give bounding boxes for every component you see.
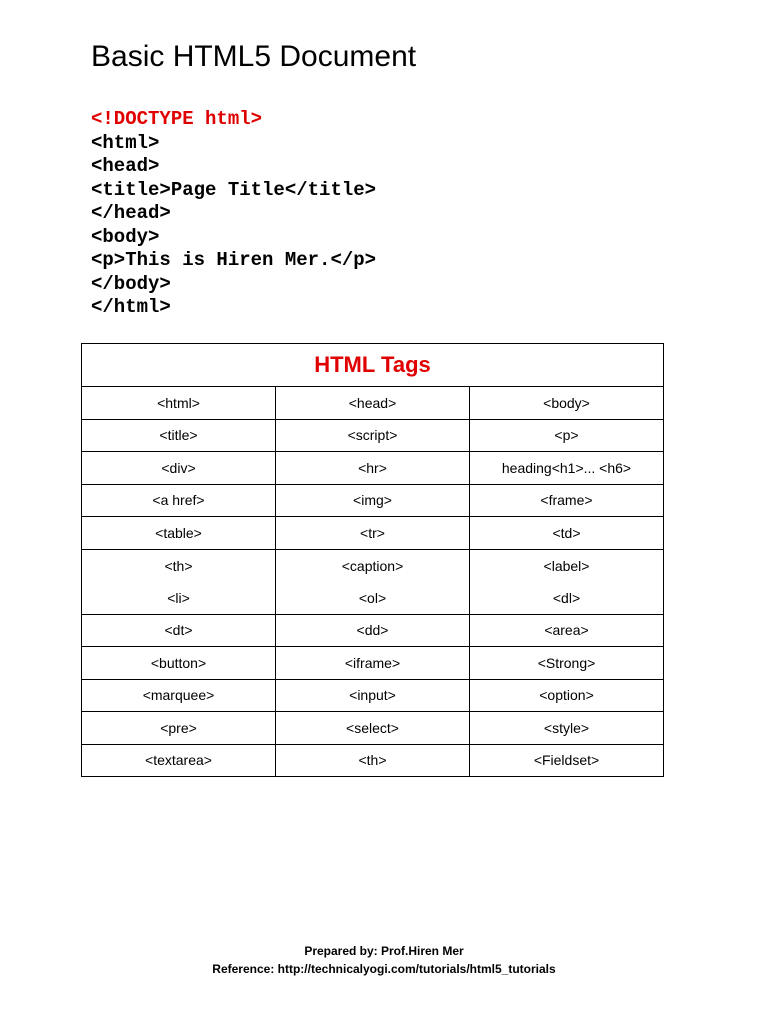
code-line: <p>This is Hiren Mer.</p> <box>91 249 377 271</box>
footer <box>0 943 768 978</box>
table-cell: <pre> <box>82 712 276 745</box>
table-cell: <textarea> <box>82 744 276 777</box>
table-row <box>82 549 664 614</box>
table-row <box>82 387 664 420</box>
table-cell: <html> <box>82 387 276 420</box>
table-row <box>82 517 664 550</box>
table-row <box>82 614 664 647</box>
table-cell: <head> <box>276 387 470 420</box>
table-cell: <iframe> <box>276 647 470 680</box>
table-cell: heading<h1>... <h6> <box>470 452 664 485</box>
table-cell-line: <li> <box>167 589 190 606</box>
table-row <box>82 419 664 452</box>
code-line: <body> <box>91 225 160 248</box>
table-row <box>82 744 664 777</box>
table-cell-line: <dl> <box>552 589 581 606</box>
table-cell <box>470 549 664 614</box>
table-cell: <title> <box>82 419 276 452</box>
prepared-by: Prepared by: Prof.Hiren Mer <box>304 944 464 958</box>
table-cell-line: <ol> <box>358 589 387 606</box>
table-row <box>82 712 664 745</box>
table-cell: <img> <box>276 484 470 517</box>
table-cell: <input> <box>276 679 470 712</box>
code-line: </html> <box>91 296 171 318</box>
table-cell <box>82 549 276 614</box>
table-cell-line: <caption> <box>341 557 404 574</box>
code-line: <title>Page Title</title> <box>91 178 377 201</box>
table-cell: <hr> <box>276 452 470 485</box>
table-cell: <p> <box>470 419 664 452</box>
table-caption-row <box>82 344 664 387</box>
table-cell: <td> <box>470 517 664 550</box>
table-cell: <th> <box>276 744 470 777</box>
table-cell-line: <th> <box>164 557 193 574</box>
table-caption: HTML Tags <box>82 344 664 387</box>
table-cell: <style> <box>470 712 664 745</box>
table-cell: <dd> <box>276 614 470 647</box>
html-tags-table <box>81 343 664 777</box>
code-line: <!DOCTYPE html> <box>91 108 263 130</box>
table-cell: <tr> <box>276 517 470 550</box>
table-row <box>82 452 664 485</box>
reference-text: Reference: http://technicalyogi.com/tutorials/html5_tutorials <box>212 961 556 976</box>
code-line: </head> <box>91 202 171 224</box>
table-cell-line: <label> <box>543 557 590 574</box>
table-cell <box>276 549 470 614</box>
table-cell: <frame> <box>470 484 664 517</box>
table-cell: <button> <box>82 647 276 680</box>
document-title: Basic HTML5 Document <box>91 40 417 73</box>
table-cell: <option> <box>470 679 664 712</box>
table-cell: <a href> <box>82 484 276 517</box>
table-cell: <select> <box>276 712 470 745</box>
code-block <box>91 108 376 320</box>
table-row <box>82 679 664 712</box>
code-line: <head> <box>91 155 160 177</box>
table-cell: <Fieldset> <box>470 744 664 777</box>
table-row <box>82 647 664 680</box>
table-cell: <marquee> <box>82 679 276 712</box>
code-line: <html> <box>91 131 160 154</box>
table-cell: <table> <box>82 517 276 550</box>
table-cell: <div> <box>82 452 276 485</box>
table-row <box>82 484 664 517</box>
table-cell: <area> <box>470 614 664 647</box>
table-cell: <Strong> <box>470 647 664 680</box>
table-cell: <body> <box>470 387 664 420</box>
table-cell: <script> <box>276 419 470 452</box>
code-line: </body> <box>91 272 171 295</box>
table-cell: <dt> <box>82 614 276 647</box>
